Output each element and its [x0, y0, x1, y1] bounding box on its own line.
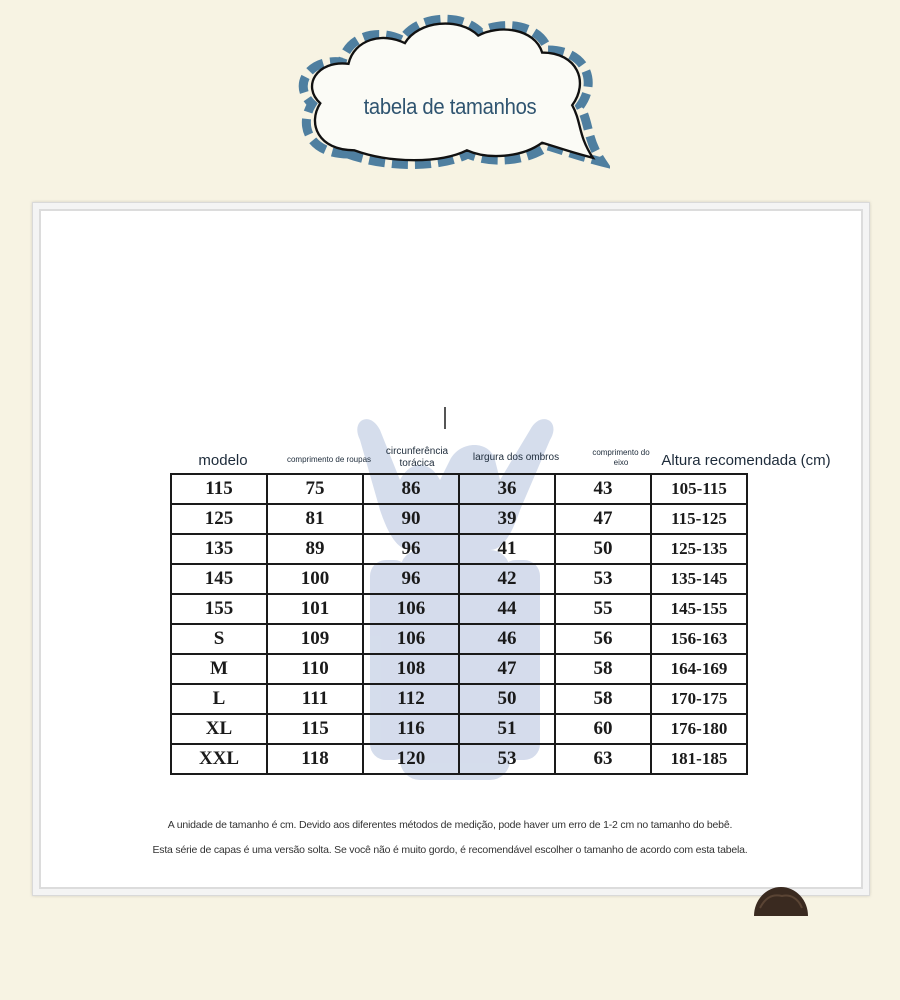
cell-shoulder: 39 — [459, 504, 555, 534]
cell-length: 81 — [267, 504, 363, 534]
cell-axis: 58 — [555, 684, 651, 714]
cell-chest: 120 — [363, 744, 459, 774]
cell-height: 176-180 — [651, 714, 747, 744]
cell-model: XXL — [171, 744, 267, 774]
title-banner — [290, 6, 610, 176]
cell-length: 101 — [267, 594, 363, 624]
header-comprimento-eixo: comprimento do eixo — [592, 448, 650, 467]
cell-shoulder: 46 — [459, 624, 555, 654]
page-title: tabela de tamanhos — [363, 94, 537, 119]
cell-chest: 106 — [363, 624, 459, 654]
table-row — [171, 474, 747, 504]
cell-chest: 96 — [363, 534, 459, 564]
speech-bubble-icon — [290, 6, 610, 176]
cell-length: 100 — [267, 564, 363, 594]
table-row — [171, 714, 747, 744]
header-comprimento-roupas: comprimento de roupas — [286, 455, 372, 464]
cell-axis: 60 — [555, 714, 651, 744]
cell-shoulder: 36 — [459, 474, 555, 504]
cell-length: 75 — [267, 474, 363, 504]
note-fit: Esta série de capas é uma versão solta. Se você não é muito gordo, é recomendável escolher o tamanho de acordo com esta tabela. — [152, 844, 748, 856]
cell-chest: 108 — [363, 654, 459, 684]
cell-chest: 116 — [363, 714, 459, 744]
cell-axis: 47 — [555, 504, 651, 534]
table-row — [171, 534, 747, 564]
cell-shoulder: 42 — [459, 564, 555, 594]
cell-length: 89 — [267, 534, 363, 564]
header-largura-ombros: largura dos ombros — [472, 452, 560, 463]
cell-model: 115 — [171, 474, 267, 504]
cell-axis: 43 — [555, 474, 651, 504]
cell-axis: 56 — [555, 624, 651, 654]
size-table — [170, 473, 748, 775]
header-circunferencia-toracica: circunferência torácica — [385, 446, 449, 469]
cell-axis: 50 — [555, 534, 651, 564]
cell-length: 110 — [267, 654, 363, 684]
header-altura-recomendada: Altura recomendada (cm) — [661, 452, 831, 469]
cell-axis: 58 — [555, 654, 651, 684]
cell-length: 109 — [267, 624, 363, 654]
cell-height: 170-175 — [651, 684, 747, 714]
cell-chest: 90 — [363, 504, 459, 534]
cell-model: 145 — [171, 564, 267, 594]
cell-shoulder: 47 — [459, 654, 555, 684]
model-head-image — [752, 886, 810, 916]
cell-shoulder: 41 — [459, 534, 555, 564]
cell-chest: 112 — [363, 684, 459, 714]
cell-height: 105-115 — [651, 474, 747, 504]
cell-chest: 96 — [363, 564, 459, 594]
table-row — [171, 654, 747, 684]
cell-height: 135-145 — [651, 564, 747, 594]
cell-length: 115 — [267, 714, 363, 744]
cell-shoulder: 53 — [459, 744, 555, 774]
table-row — [171, 684, 747, 714]
cell-height: 145-155 — [651, 594, 747, 624]
cell-height: 115-125 — [651, 504, 747, 534]
cell-shoulder: 51 — [459, 714, 555, 744]
cell-chest: 86 — [363, 474, 459, 504]
header-modelo: modelo — [198, 452, 248, 469]
cell-height: 156-163 — [651, 624, 747, 654]
table-row — [171, 504, 747, 534]
table-row — [171, 564, 747, 594]
cell-model: S — [171, 624, 267, 654]
cell-chest: 106 — [363, 594, 459, 624]
cell-height: 125-135 — [651, 534, 747, 564]
cell-axis: 63 — [555, 744, 651, 774]
cell-model: 155 — [171, 594, 267, 624]
mark-divider — [444, 407, 446, 429]
cell-model: L — [171, 684, 267, 714]
note-unit: A unidade de tamanho é cm. Devido aos diferentes métodos de medição, pode haver um erro de 1-2 cm no tamanho do bebê. — [167, 819, 733, 831]
cell-model: 125 — [171, 504, 267, 534]
table-row — [171, 744, 747, 774]
cell-length: 118 — [267, 744, 363, 774]
cell-shoulder: 44 — [459, 594, 555, 624]
cell-model: 135 — [171, 534, 267, 564]
table-row — [171, 624, 747, 654]
cell-model: XL — [171, 714, 267, 744]
cell-height: 181-185 — [651, 744, 747, 774]
cell-axis: 55 — [555, 594, 651, 624]
cell-model: M — [171, 654, 267, 684]
table-row — [171, 594, 747, 624]
cell-height: 164-169 — [651, 654, 747, 684]
cell-shoulder: 50 — [459, 684, 555, 714]
cell-length: 111 — [267, 684, 363, 714]
cell-axis: 53 — [555, 564, 651, 594]
